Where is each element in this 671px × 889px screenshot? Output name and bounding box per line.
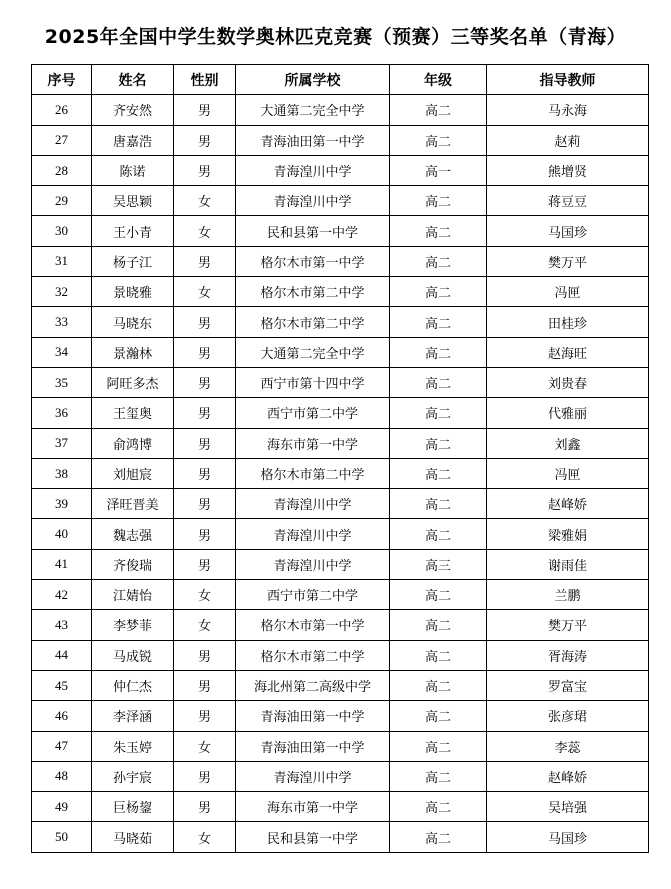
cell-grade: 高二	[390, 186, 487, 216]
cell-grade: 高二	[390, 246, 487, 276]
cell-serial: 42	[32, 580, 92, 610]
table-row	[32, 398, 649, 428]
cell-teacher: 马国珍	[487, 216, 649, 246]
cell-school: 青海湟川中学	[236, 489, 390, 519]
cell-gender: 男	[174, 792, 236, 822]
cell-serial: 44	[32, 640, 92, 670]
cell-gender: 男	[174, 398, 236, 428]
table-row	[32, 246, 649, 276]
cell-school: 格尔木市第一中学	[236, 610, 390, 640]
cell-serial: 37	[32, 428, 92, 458]
cell-teacher: 樊万平	[487, 246, 649, 276]
cell-teacher: 熊增贤	[487, 155, 649, 185]
cell-teacher: 胥海涛	[487, 640, 649, 670]
cell-serial: 28	[32, 155, 92, 185]
cell-school: 格尔木市第二中学	[236, 307, 390, 337]
cell-grade: 高二	[390, 458, 487, 488]
cell-serial: 34	[32, 337, 92, 367]
cell-name: 江婧怡	[92, 580, 174, 610]
cell-name: 李泽涵	[92, 701, 174, 731]
table-row	[32, 277, 649, 307]
cell-teacher: 赵峰娇	[487, 489, 649, 519]
cell-grade: 高一	[390, 155, 487, 185]
cell-gender: 男	[174, 549, 236, 579]
cell-serial: 32	[32, 277, 92, 307]
cell-school: 青海湟川中学	[236, 186, 390, 216]
table-row	[32, 670, 649, 700]
table-row	[32, 428, 649, 458]
cell-school: 青海湟川中学	[236, 519, 390, 549]
cell-teacher: 田桂珍	[487, 307, 649, 337]
table-row	[32, 701, 649, 731]
cell-serial: 43	[32, 610, 92, 640]
cell-gender: 女	[174, 216, 236, 246]
cell-teacher: 张彦珺	[487, 701, 649, 731]
cell-grade: 高二	[390, 337, 487, 367]
table-row	[32, 186, 649, 216]
cell-school: 青海油田第一中学	[236, 125, 390, 155]
cell-name: 唐嘉浩	[92, 125, 174, 155]
cell-name: 齐俊瑞	[92, 549, 174, 579]
cell-teacher: 李蕊	[487, 731, 649, 761]
cell-school: 大通第二完全中学	[236, 337, 390, 367]
table-row	[32, 731, 649, 761]
cell-grade: 高二	[390, 428, 487, 458]
cell-gender: 男	[174, 519, 236, 549]
cell-teacher: 兰鹏	[487, 580, 649, 610]
cell-teacher: 冯匣	[487, 277, 649, 307]
cell-school: 青海湟川中学	[236, 155, 390, 185]
cell-school: 青海湟川中学	[236, 761, 390, 791]
cell-grade: 高二	[390, 216, 487, 246]
cell-name: 阿旺多杰	[92, 367, 174, 397]
header-serial: 序号	[32, 65, 92, 95]
table-row	[32, 307, 649, 337]
table-row	[32, 458, 649, 488]
cell-school: 海东市第一中学	[236, 428, 390, 458]
cell-grade: 高二	[390, 701, 487, 731]
cell-gender: 女	[174, 731, 236, 761]
table-row	[32, 216, 649, 246]
cell-name: 吴思颖	[92, 186, 174, 216]
cell-school: 民和县第一中学	[236, 216, 390, 246]
cell-grade: 高二	[390, 367, 487, 397]
cell-name: 刘旭宸	[92, 458, 174, 488]
cell-name: 朱玉婷	[92, 731, 174, 761]
cell-serial: 46	[32, 701, 92, 731]
cell-school: 西宁市第十四中学	[236, 367, 390, 397]
cell-school: 格尔木市第二中学	[236, 458, 390, 488]
cell-gender: 男	[174, 428, 236, 458]
table-row	[32, 519, 649, 549]
cell-serial: 33	[32, 307, 92, 337]
cell-grade: 高二	[390, 125, 487, 155]
cell-grade: 高二	[390, 580, 487, 610]
cell-school: 西宁市第二中学	[236, 580, 390, 610]
cell-school: 格尔木市第二中学	[236, 640, 390, 670]
cell-serial: 49	[32, 792, 92, 822]
cell-gender: 女	[174, 580, 236, 610]
cell-serial: 27	[32, 125, 92, 155]
cell-serial: 50	[32, 822, 92, 852]
cell-gender: 女	[174, 822, 236, 852]
cell-teacher: 蒋豆豆	[487, 186, 649, 216]
cell-teacher: 刘贵春	[487, 367, 649, 397]
cell-teacher: 代雅丽	[487, 398, 649, 428]
cell-gender: 男	[174, 95, 236, 125]
cell-name: 齐安然	[92, 95, 174, 125]
cell-school: 海东市第一中学	[236, 792, 390, 822]
cell-school: 海北州第二高级中学	[236, 670, 390, 700]
cell-gender: 男	[174, 640, 236, 670]
cell-gender: 男	[174, 489, 236, 519]
cell-teacher: 樊万平	[487, 610, 649, 640]
cell-serial: 48	[32, 761, 92, 791]
cell-grade: 高二	[390, 670, 487, 700]
cell-grade: 高二	[390, 398, 487, 428]
cell-name: 景晓雅	[92, 277, 174, 307]
cell-name: 仲仁杰	[92, 670, 174, 700]
cell-grade: 高二	[390, 792, 487, 822]
header-name: 姓名	[92, 65, 174, 95]
cell-grade: 高二	[390, 640, 487, 670]
table-body	[32, 95, 649, 852]
cell-gender: 男	[174, 761, 236, 791]
cell-school: 大通第二完全中学	[236, 95, 390, 125]
cell-grade: 高二	[390, 610, 487, 640]
table-row	[32, 367, 649, 397]
table-row	[32, 155, 649, 185]
cell-teacher: 马国珍	[487, 822, 649, 852]
cell-name: 巨杨鋆	[92, 792, 174, 822]
document-title: 2025年全国中学生数学奥林匹克竞赛（预赛）三等奖名单（青海）	[44, 26, 627, 48]
cell-name: 王玺奥	[92, 398, 174, 428]
header-school: 所属学校	[236, 65, 390, 95]
cell-teacher: 梁雅娟	[487, 519, 649, 549]
cell-gender: 男	[174, 337, 236, 367]
table-row	[32, 489, 649, 519]
table-row	[32, 792, 649, 822]
cell-school: 青海油田第一中学	[236, 701, 390, 731]
cell-gender: 男	[174, 458, 236, 488]
cell-serial: 31	[32, 246, 92, 276]
table-row	[32, 337, 649, 367]
cell-teacher: 冯匣	[487, 458, 649, 488]
cell-school: 格尔木市第一中学	[236, 246, 390, 276]
cell-name: 马晓东	[92, 307, 174, 337]
cell-serial: 26	[32, 95, 92, 125]
cell-grade: 高三	[390, 549, 487, 579]
cell-school: 西宁市第二中学	[236, 398, 390, 428]
cell-gender: 女	[174, 277, 236, 307]
cell-name: 马晓茹	[92, 822, 174, 852]
cell-grade: 高二	[390, 731, 487, 761]
cell-teacher: 罗富宝	[487, 670, 649, 700]
cell-school: 民和县第一中学	[236, 822, 390, 852]
cell-serial: 47	[32, 731, 92, 761]
cell-name: 魏志强	[92, 519, 174, 549]
cell-serial: 30	[32, 216, 92, 246]
cell-grade: 高二	[390, 307, 487, 337]
table-row	[32, 580, 649, 610]
cell-serial: 35	[32, 367, 92, 397]
cell-gender: 男	[174, 246, 236, 276]
header-gender: 性别	[174, 65, 236, 95]
table-row	[32, 610, 649, 640]
table-row	[32, 640, 649, 670]
cell-name: 孙宇宸	[92, 761, 174, 791]
cell-gender: 女	[174, 186, 236, 216]
cell-serial: 41	[32, 549, 92, 579]
cell-teacher: 赵峰娇	[487, 761, 649, 791]
cell-school: 格尔木市第二中学	[236, 277, 390, 307]
award-roster-table	[31, 64, 649, 853]
table-row	[32, 761, 649, 791]
cell-name: 王小青	[92, 216, 174, 246]
table-row	[32, 95, 649, 125]
cell-teacher: 马永海	[487, 95, 649, 125]
cell-gender: 男	[174, 367, 236, 397]
cell-serial: 36	[32, 398, 92, 428]
cell-gender: 男	[174, 307, 236, 337]
cell-serial: 29	[32, 186, 92, 216]
cell-serial: 40	[32, 519, 92, 549]
cell-gender: 男	[174, 701, 236, 731]
cell-grade: 高二	[390, 277, 487, 307]
cell-gender: 男	[174, 670, 236, 700]
header-grade: 年级	[390, 65, 487, 95]
cell-school: 青海湟川中学	[236, 549, 390, 579]
cell-teacher: 赵海旺	[487, 337, 649, 367]
cell-teacher: 谢雨佳	[487, 549, 649, 579]
cell-name: 俞鸿博	[92, 428, 174, 458]
cell-serial: 38	[32, 458, 92, 488]
cell-serial: 45	[32, 670, 92, 700]
cell-serial: 39	[32, 489, 92, 519]
cell-gender: 男	[174, 155, 236, 185]
cell-gender: 女	[174, 610, 236, 640]
table-row	[32, 822, 649, 852]
cell-gender: 男	[174, 125, 236, 155]
cell-grade: 高二	[390, 519, 487, 549]
cell-grade: 高二	[390, 489, 487, 519]
cell-grade: 高二	[390, 761, 487, 791]
cell-teacher: 赵莉	[487, 125, 649, 155]
cell-name: 泽旺晋美	[92, 489, 174, 519]
cell-name: 马成锐	[92, 640, 174, 670]
cell-teacher: 吴培强	[487, 792, 649, 822]
cell-name: 李梦菲	[92, 610, 174, 640]
cell-name: 陈诺	[92, 155, 174, 185]
cell-name: 杨子江	[92, 246, 174, 276]
cell-teacher: 刘鑫	[487, 428, 649, 458]
table-header-row	[32, 65, 649, 95]
header-teacher: 指导教师	[487, 65, 649, 95]
cell-school: 青海油田第一中学	[236, 731, 390, 761]
table-row	[32, 125, 649, 155]
table-row	[32, 549, 649, 579]
cell-name: 景瀚林	[92, 337, 174, 367]
cell-grade: 高二	[390, 95, 487, 125]
cell-grade: 高二	[390, 822, 487, 852]
